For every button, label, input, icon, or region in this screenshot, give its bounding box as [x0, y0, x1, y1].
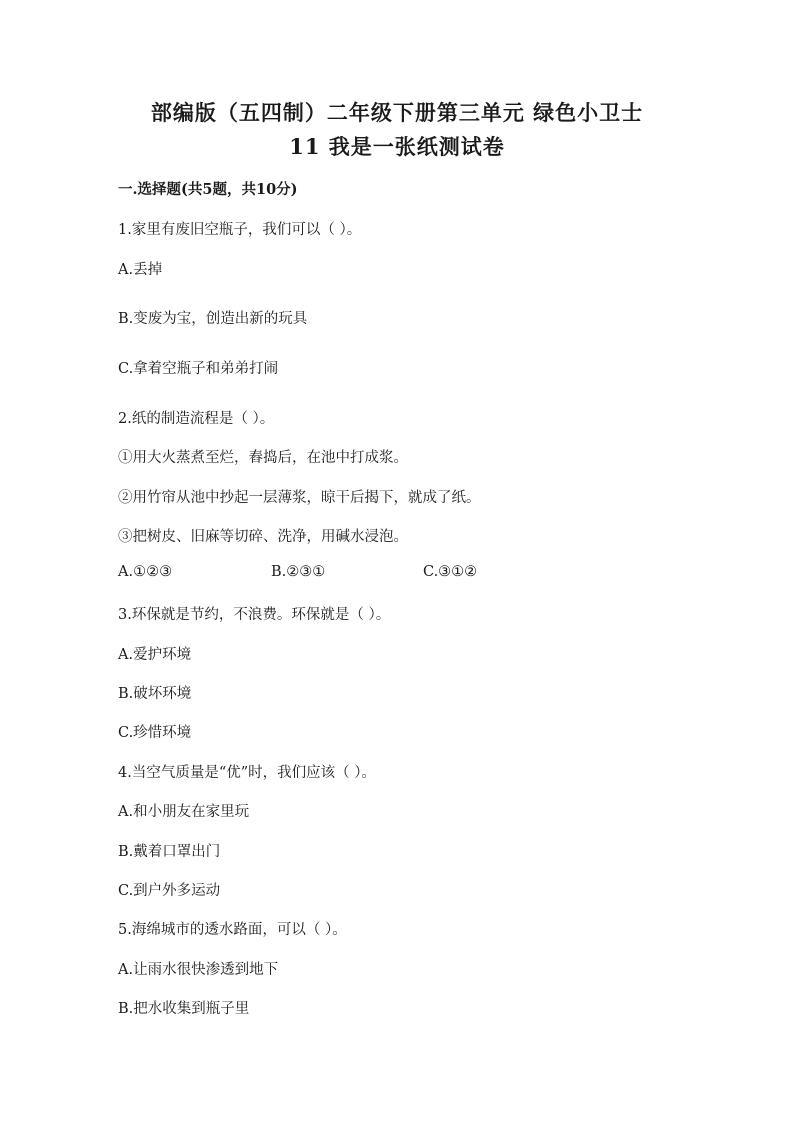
- question-2-stem: 2.纸的制造流程是（ ）。: [118, 411, 275, 427]
- question-3-option-a[interactable]: A.爱护环境: [118, 647, 192, 663]
- exam-title-line1: 部编版（五四制）二年级下册第三单元 绿色小卫士: [150, 100, 644, 125]
- question-2-step-2: ②用竹帘从池中抄起一层薄浆，晾干后揭下，就成了纸。: [118, 490, 481, 506]
- question-2-step-1: ①用大火蒸煮至烂，舂捣后，在池中打成浆。: [118, 450, 408, 466]
- question-3-option-c[interactable]: C.珍惜环境: [118, 725, 192, 741]
- question-5-stem: 5.海绵城市的透水路面，可以（ ）。: [118, 922, 347, 938]
- question-3-option-b[interactable]: B.破坏环境: [118, 686, 192, 702]
- question-3-stem: 3.环保就是节约，不浪费。环保就是（ ）。: [118, 607, 391, 623]
- exam-title-line2: 11 我是一张纸测试卷: [289, 134, 505, 159]
- question-2-step-3: ③把树皮、旧麻等切碎、洗净，用碱水浸泡。: [118, 529, 408, 545]
- question-5-option-b[interactable]: B.把水收集到瓶子里: [118, 1001, 250, 1017]
- question-1-option-c[interactable]: C.拿着空瓶子和弟弟打闹: [118, 361, 279, 377]
- question-4-stem: 4.当空气质量是“优”时，我们应该（ ）。: [118, 765, 377, 781]
- question-4-option-b[interactable]: B.戴着口罩出门: [118, 844, 221, 860]
- question-5-option-a[interactable]: A.让雨水很快渗透到地下: [118, 962, 279, 978]
- question-4-option-c[interactable]: C.到户外多运动: [118, 883, 221, 899]
- question-2-option-b[interactable]: B.②③①: [271, 564, 326, 580]
- question-1-stem: 1.家里有废旧空瓶子，我们可以（ ）。: [118, 222, 362, 238]
- question-1-option-a[interactable]: A.丢掉: [118, 262, 163, 278]
- question-2-option-a[interactable]: A.①②③: [118, 564, 173, 580]
- section-heading: 一.选择题(共5题，共10分): [118, 181, 298, 198]
- question-1-option-b[interactable]: B.变废为宝，创造出新的玩具: [118, 311, 308, 327]
- question-4-option-a[interactable]: A.和小朋友在家里玩: [118, 804, 250, 820]
- question-2-option-c[interactable]: C.③①②: [423, 564, 478, 580]
